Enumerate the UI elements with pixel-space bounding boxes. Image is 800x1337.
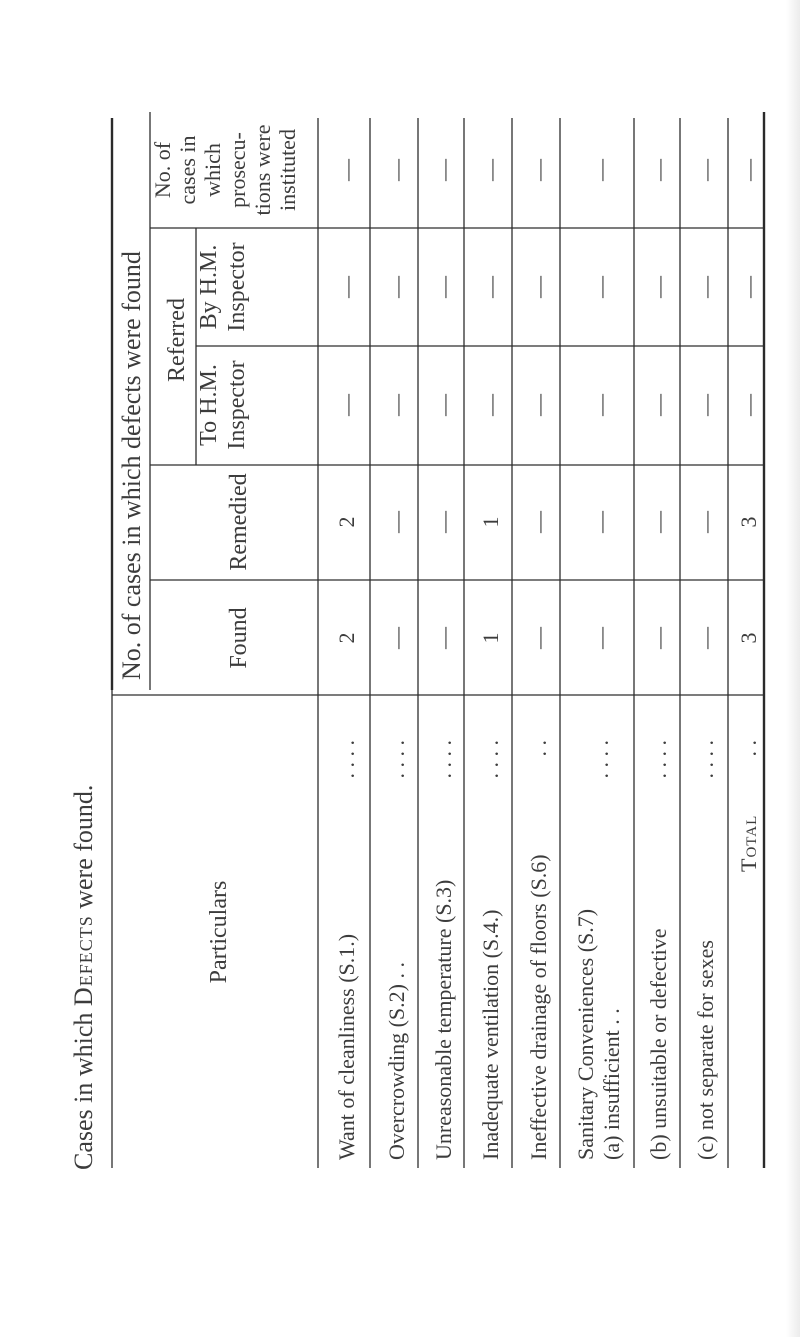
cell-prosecutions: — bbox=[478, 159, 503, 181]
row-label: Total bbox=[736, 814, 761, 872]
row-label: (b) unsuitable or defective bbox=[646, 928, 671, 1160]
row-leaders: . . . . bbox=[646, 740, 671, 779]
cell-prosecutions: — bbox=[334, 159, 359, 181]
col-head-found: Found bbox=[226, 607, 252, 669]
cell-remedied: 2 bbox=[334, 516, 359, 528]
cell-found: — bbox=[588, 627, 613, 649]
row-label: Ineffective drainage of floors (S.6) bbox=[526, 854, 551, 1160]
col-head-to-inspector-line2: Inspector bbox=[224, 360, 250, 450]
cell-by-inspector: — bbox=[526, 276, 551, 298]
page-edge-shadow bbox=[786, 0, 800, 1337]
cell-found: — bbox=[384, 627, 409, 649]
cell-remedied: — bbox=[588, 511, 613, 533]
cell-prosecutions: — bbox=[384, 159, 409, 181]
row-sublabel: (a) insufficient . . bbox=[599, 1008, 624, 1160]
cell-found: — bbox=[526, 627, 551, 649]
row-label: Unreasonable temperature (S.3) bbox=[431, 879, 456, 1160]
cell-by-inspector: — bbox=[693, 276, 718, 298]
col-head-prosecutions-line2: cases in bbox=[175, 135, 200, 205]
cell-remedied: 1 bbox=[478, 516, 503, 528]
cell-to-inspector: — bbox=[736, 394, 761, 416]
col-head-to-inspector-line1: To H.M. bbox=[196, 364, 222, 446]
cell-found: — bbox=[646, 627, 671, 649]
cell-remedied: 3 bbox=[736, 516, 761, 528]
cell-prosecutions: — bbox=[693, 159, 718, 181]
cell-by-inspector: — bbox=[588, 276, 613, 298]
cell-by-inspector: — bbox=[478, 276, 503, 298]
cell-to-inspector: — bbox=[693, 394, 718, 416]
cell-found: 2 bbox=[334, 632, 359, 644]
row-label: (c) not separate for sexes bbox=[693, 940, 718, 1160]
col-head-by-inspector-line2: Inspector bbox=[224, 242, 250, 332]
cell-to-inspector: — bbox=[526, 394, 551, 416]
referred-heading: Referred bbox=[164, 298, 190, 382]
col-head-particulars: Particulars bbox=[206, 880, 232, 984]
row-leaders: . . . . bbox=[588, 740, 613, 779]
row-label: Want of cleanliness (S.1.) bbox=[334, 933, 359, 1160]
row-leaders: . . bbox=[736, 740, 761, 757]
cell-remedied: — bbox=[431, 511, 456, 533]
cell-to-inspector: — bbox=[478, 394, 503, 416]
cell-to-inspector: — bbox=[384, 394, 409, 416]
cell-remedied: — bbox=[384, 511, 409, 533]
cell-by-inspector: — bbox=[736, 276, 761, 298]
page-title-emph: Defects bbox=[69, 915, 98, 1007]
row-leaders: . . bbox=[526, 740, 551, 757]
cell-by-inspector: — bbox=[334, 276, 359, 298]
row-label: Sanitary Conveniences (S.7) bbox=[573, 908, 598, 1160]
row-leaders: . . . . bbox=[384, 740, 409, 779]
cell-by-inspector: — bbox=[646, 276, 671, 298]
cell-found: 1 bbox=[478, 632, 503, 644]
row-leaders: . . . . bbox=[693, 740, 718, 779]
page-title bbox=[69, 785, 98, 1170]
cell-to-inspector: — bbox=[646, 394, 671, 416]
cell-found: 3 bbox=[736, 632, 761, 644]
cell-prosecutions: — bbox=[646, 159, 671, 181]
row-leaders: . . . . bbox=[334, 740, 359, 779]
table-body bbox=[334, 158, 761, 1160]
col-head-to-inspector bbox=[196, 360, 250, 449]
cell-found: — bbox=[431, 627, 456, 649]
cell-prosecutions: — bbox=[431, 159, 456, 181]
col-head-remedied: Remedied bbox=[226, 473, 252, 571]
cell-to-inspector: — bbox=[334, 394, 359, 416]
cell-by-inspector: — bbox=[431, 276, 456, 298]
col-head-prosecutions-line5: tions were bbox=[250, 124, 275, 216]
col-head-prosecutions-line6: instituted bbox=[275, 129, 300, 211]
cell-remedied: — bbox=[526, 511, 551, 533]
group-heading: No. of cases in which defects were found bbox=[117, 251, 146, 680]
row-leaders: . . . . bbox=[478, 740, 503, 779]
page-title-lead: Cases in which bbox=[69, 1006, 98, 1170]
col-head-prosecutions-line3: which bbox=[200, 143, 225, 197]
col-head-by-inspector bbox=[196, 242, 250, 331]
page-title-rest: were found. bbox=[69, 784, 98, 916]
col-head-prosecutions bbox=[150, 124, 300, 215]
cell-prosecutions: — bbox=[588, 159, 613, 181]
cell-prosecutions: — bbox=[736, 159, 761, 181]
col-head-prosecutions-line4: prosecu- bbox=[225, 132, 250, 208]
cell-by-inspector: — bbox=[384, 276, 409, 298]
row-label: Overcrowding (S.2) . . bbox=[384, 962, 409, 1160]
col-head-by-inspector-line1: By H.M. bbox=[196, 244, 222, 330]
row-leaders: . . . . bbox=[431, 740, 456, 779]
cell-remedied: — bbox=[646, 511, 671, 533]
cell-to-inspector: — bbox=[431, 394, 456, 416]
cell-to-inspector: — bbox=[588, 394, 613, 416]
cell-remedied: — bbox=[693, 511, 718, 533]
row-label: Inadequate ventilation (S.4.) bbox=[478, 909, 503, 1160]
col-head-prosecutions-line1: No. of bbox=[150, 141, 175, 199]
cell-prosecutions: — bbox=[526, 159, 551, 181]
cell-found: — bbox=[693, 627, 718, 649]
